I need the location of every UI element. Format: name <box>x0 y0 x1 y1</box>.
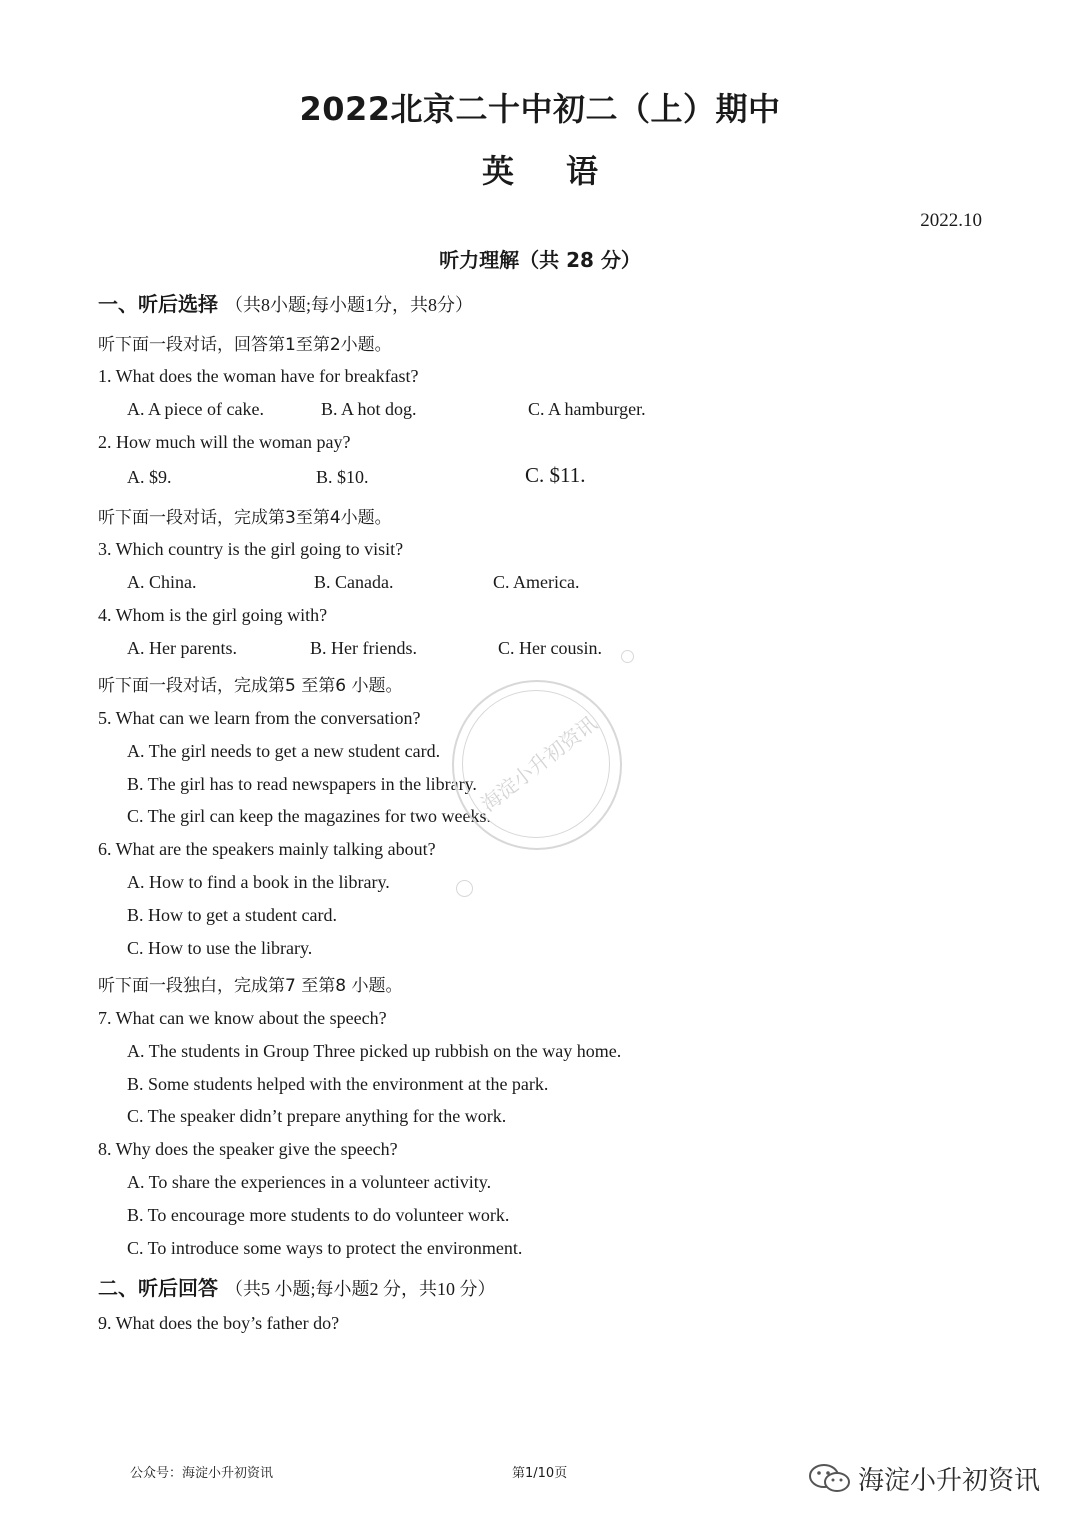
part2-title: 二、听后回答 <box>98 1276 218 1300</box>
page-number: 第1/10页 <box>512 1466 568 1481</box>
question-7-option-b: B. Some students helped with the environment at the park. <box>127 1074 549 1094</box>
question-4-stem: 4. Whom is the girl going with? <box>98 605 328 625</box>
question-7-option-c: C. The speaker didn’t prepare anything for the work. <box>127 1106 507 1126</box>
question-6-stem: 6. What are the speakers mainly talking about? <box>98 839 436 859</box>
question-8-option-b: B. To encourage more students to do volunteer work. <box>127 1205 510 1225</box>
question-2-stem: 2. How much will the woman pay? <box>98 432 351 452</box>
question-4-option-b: B. Her friends. <box>310 638 417 658</box>
question-8-option-c: C. To introduce some ways to protect the environment. <box>127 1238 523 1258</box>
section-heading: 听力理解（共 28 分） <box>439 248 641 272</box>
wechat-icon <box>808 1462 852 1496</box>
footer-account: 公众号：海淀小升初资讯 <box>130 1466 274 1481</box>
part2-note: （共5 小题;每小题2 分，共10 分） <box>224 1279 496 1299</box>
question-3-stem: 3. Which country is the girl going to visit? <box>98 539 404 559</box>
instruction-1: 听下面一段对话，回答第1至第2小题。 <box>98 335 392 355</box>
instruction-4: 听下面一段独白，完成第7 至第8 小题。 <box>98 976 403 996</box>
question-2-option-a: A. $9. <box>127 467 172 487</box>
question-3-option-c: C. America. <box>493 572 580 592</box>
question-5-stem: 5. What can we learn from the conversation? <box>98 708 421 728</box>
question-5-option-b: B. The girl has to read newspapers in the library. <box>127 774 477 794</box>
question-7-option-a: A. The students in Group Three picked up rubbish on the way home. <box>127 1041 622 1061</box>
question-5-option-a: A. The girl needs to get a new student card. <box>127 741 441 761</box>
watermark-stamp <box>452 680 622 850</box>
question-5-option-c: C. The girl can keep the magazines for two weeks. <box>127 806 492 826</box>
question-2-option-b: B. $10. <box>316 467 369 487</box>
question-6-option-b: B. How to get a student card. <box>127 905 337 925</box>
part1-title: 一、听后选择 <box>98 292 218 316</box>
question-6-option-a: A. How to find a book in the library. <box>127 872 390 892</box>
instruction-2: 听下面一段对话，完成第3至第4小题。 <box>98 508 392 528</box>
question-1-option-c: C. A hamburger. <box>528 399 646 419</box>
question-1-option-a: A. A piece of cake. <box>127 399 264 419</box>
question-8-option-a: A. To share the experiences in a volunteer activity. <box>127 1172 492 1192</box>
subject-title: 英语 <box>481 152 650 190</box>
question-3-option-a: A. China. <box>127 572 197 592</box>
part1-note: （共8小题;每小题1分，共8分） <box>224 295 473 315</box>
question-7-stem: 7. What can we know about the speech? <box>98 1008 387 1028</box>
exam-title: 2022北京二十中初二（上）期中 <box>299 90 781 128</box>
question-2-option-c: C. $11. <box>525 463 586 487</box>
part2-heading <box>98 1272 495 1301</box>
wechat-account-name: 海淀小升初资讯 <box>858 1466 1041 1496</box>
question-9-stem: 9. What does the boy’s father do? <box>98 1313 340 1333</box>
question-1-option-b: B. A hot dog. <box>321 399 417 419</box>
part1-heading <box>98 288 473 317</box>
watermark-dot-1 <box>621 650 634 663</box>
watermark-text: 海淀小升初资讯 <box>476 711 602 817</box>
question-4-option-c: C. Her cousin. <box>498 638 602 658</box>
watermark-dot-2 <box>456 880 473 897</box>
question-6-option-c: C. How to use the library. <box>127 938 313 958</box>
instruction-3: 听下面一段对话，完成第5 至第6 小题。 <box>98 676 403 696</box>
question-3-option-b: B. Canada. <box>314 572 394 592</box>
question-8-stem: 8. Why does the speaker give the speech? <box>98 1139 398 1159</box>
exam-date: 2022.10 <box>920 210 982 231</box>
question-1-stem: 1. What does the woman have for breakfast? <box>98 366 419 386</box>
question-4-option-a: A. Her parents. <box>127 638 237 658</box>
